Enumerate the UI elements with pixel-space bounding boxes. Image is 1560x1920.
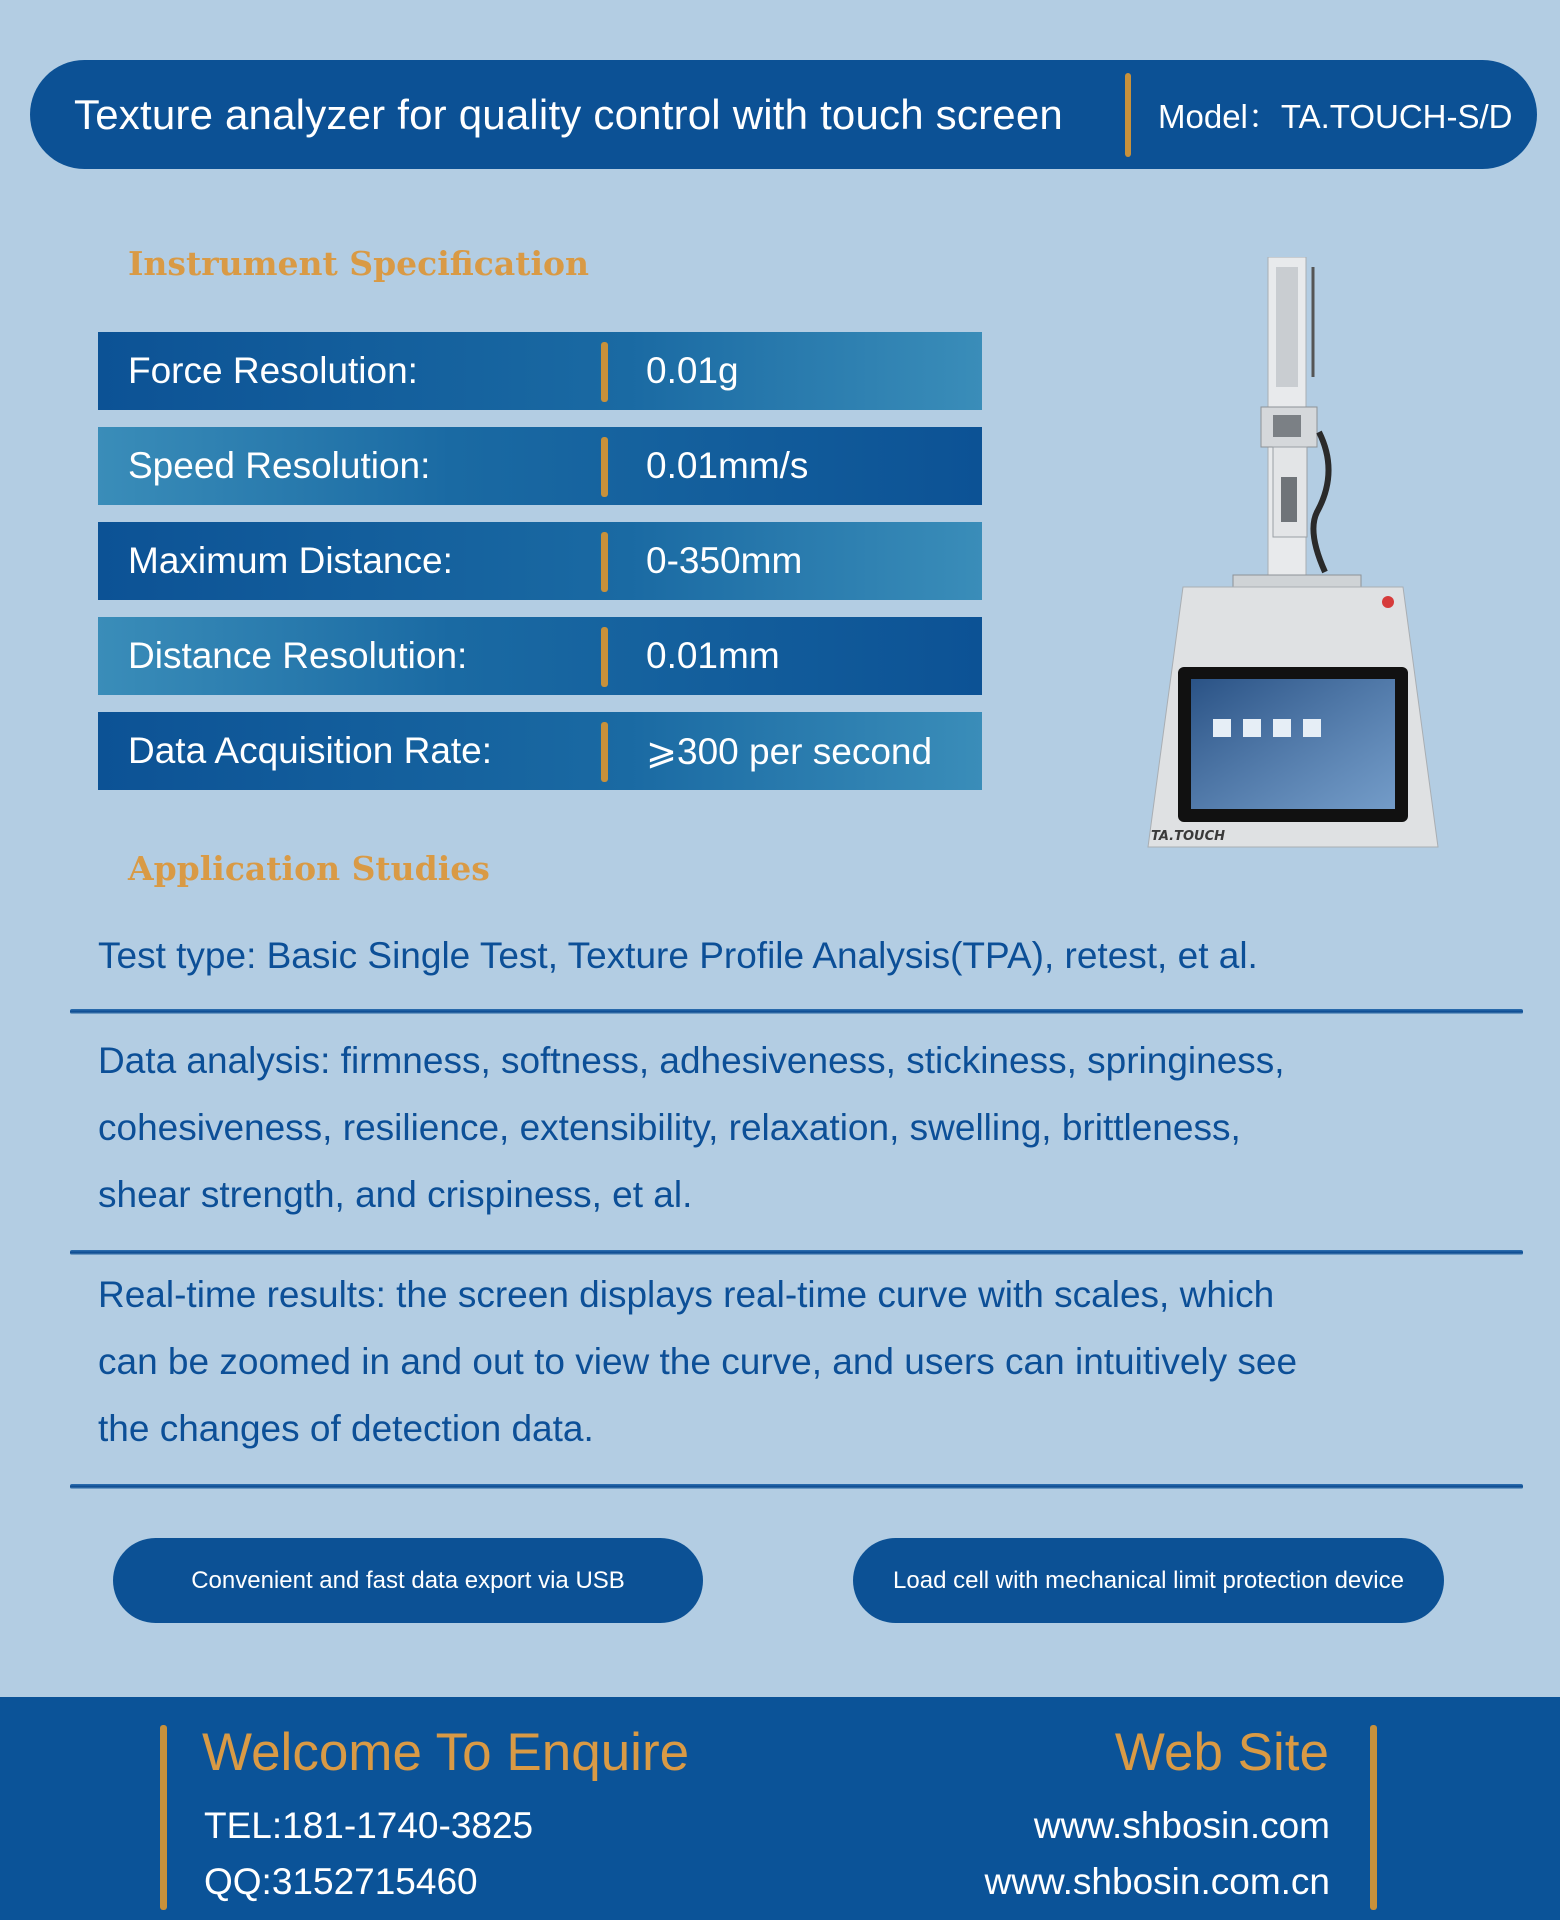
web-site-title: Web Site [1114, 1723, 1329, 1782]
applications-section-title: Application Studies [128, 849, 490, 888]
footer-left-bar [160, 1725, 167, 1910]
spec-row-maximum-distance [98, 522, 982, 600]
spec-value: ⩾300 per second [646, 731, 933, 772]
spec-value: 0-350mm [646, 540, 803, 581]
spec-divider [601, 532, 608, 592]
data-analysis-line: cohesiveness, resilience, extensibility, relaxation, swelling, brittleness, [98, 1107, 1241, 1148]
realtime-results-text [98, 1261, 1297, 1462]
spec-label: Force Resolution: [128, 350, 418, 391]
device-brand-label: TA.TOUCH [1151, 829, 1225, 844]
spec-row-distance-resolution [98, 617, 982, 695]
spec-divider [601, 627, 608, 687]
feature-pill-load-cell: Load cell with mechanical limit protection device [853, 1538, 1444, 1623]
model-label: Model：TA.TOUCH-S/D [1158, 98, 1513, 135]
spec-value: 0.01mm/s [646, 445, 809, 486]
footer-right-bar [1370, 1725, 1377, 1910]
spec-value: 0.01g [646, 350, 739, 391]
spec-label: Maximum Distance: [128, 540, 453, 581]
data-analysis-text [98, 1027, 1285, 1228]
spec-divider [601, 342, 608, 402]
realtime-line: can be zoomed in and out to view the curve, and users can intuitively see [98, 1341, 1298, 1382]
spec-row-force-resolution [98, 332, 982, 410]
spec-row-speed-resolution [98, 427, 982, 505]
spec-divider [601, 722, 608, 782]
realtime-line: Real-time results: the screen displays real-time curve with scales, which [98, 1274, 1275, 1315]
enquire-title: Welcome To Enquire [202, 1723, 690, 1782]
divider-rule [70, 1250, 1523, 1255]
divider-rule [70, 1484, 1523, 1489]
test-type-text: Test type: Basic Single Test, Texture Profile Analysis(TPA), retest, et al. [98, 935, 1258, 976]
website-link-1[interactable]: www.shbosin.com [1033, 1805, 1330, 1846]
tel-text: TEL:181-1740-3825 [204, 1805, 534, 1846]
spec-value: 0.01mm [646, 635, 780, 676]
footer [0, 1697, 1560, 1920]
header-divider [1125, 73, 1131, 157]
data-analysis-line: Data analysis: firmness, softness, adhesiveness, stickiness, springiness, [98, 1040, 1285, 1081]
spec-section-title: Instrument Specification [128, 244, 590, 283]
page-title: Texture analyzer for quality control with touch screen [74, 90, 1063, 138]
website-link-2[interactable]: www.shbosin.com.cn [984, 1861, 1330, 1902]
header-banner [30, 60, 1537, 169]
qq-text: QQ:3152715460 [204, 1861, 478, 1902]
realtime-line: the changes of detection data. [98, 1408, 594, 1449]
spec-row-data-acquisition-rate [98, 712, 982, 790]
feature-pill-usb-export: Convenient and fast data export via USB [113, 1538, 703, 1623]
divider-rule [70, 1009, 1523, 1014]
data-analysis-line: shear strength, and crispiness, et al. [98, 1174, 693, 1215]
spec-divider [601, 437, 608, 497]
texture-analyzer-image [1143, 257, 1443, 850]
spec-label: Distance Resolution: [128, 635, 468, 676]
spec-label: Speed Resolution: [128, 445, 431, 486]
spec-label: Data Acquisition Rate: [128, 730, 493, 771]
